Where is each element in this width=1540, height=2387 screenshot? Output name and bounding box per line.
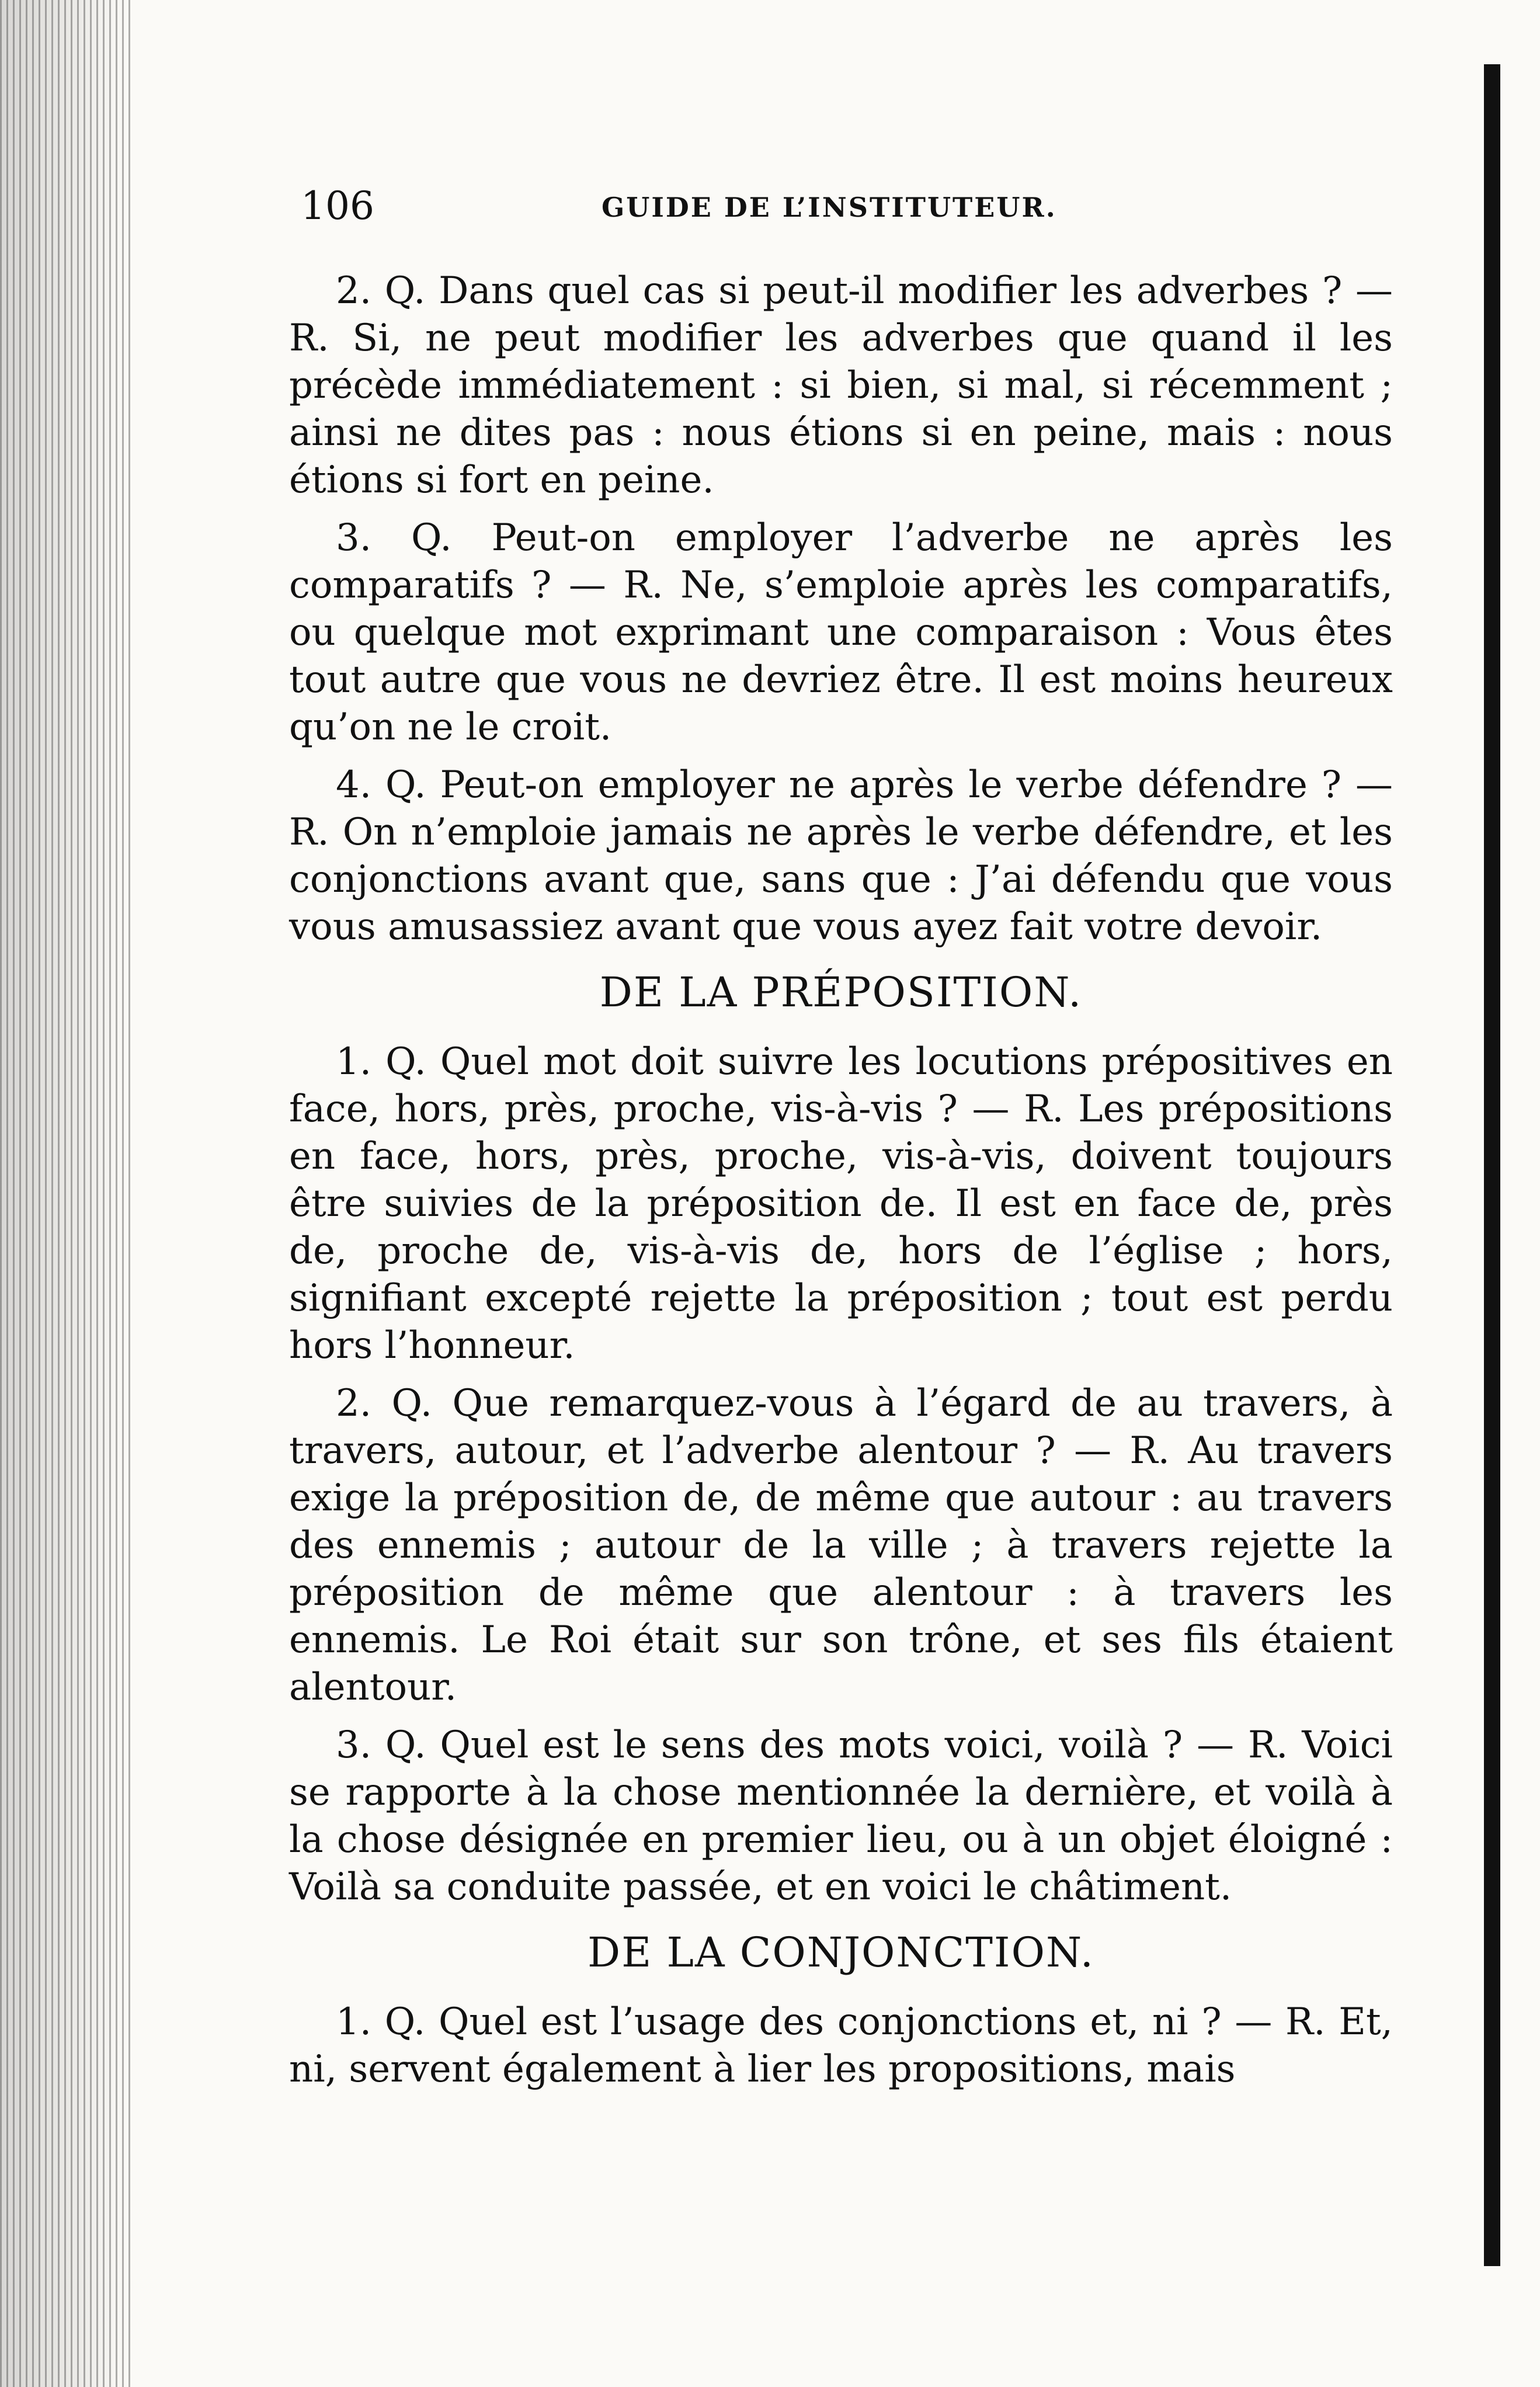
paragraph-adverbe-2: 2. Q. Dans quel cas si peut-il modifier les adverbes ? — R. Si, ne peut modifier les adverbes que quand il les précède immédiatement : si bien, si mal, si récemment ; ainsi ne dites pas : nous étions si en peine, mais : nous étions si fort en peine. bbox=[289, 269, 1393, 502]
page-number: 106 bbox=[301, 183, 374, 228]
book-page bbox=[289, 183, 1393, 2104]
paragraph-adverbe-4: 4. Q. Peut-on employer ne après le verbe défendre ? — R. On n’emploie jamais ne après le verbe défendre, et les conjonctions avant que, sans que : J’ai défendu que vous vous amusassiez avant que vous ayez fait votre devoir. bbox=[289, 763, 1393, 948]
scan-binding-shadow bbox=[0, 0, 131, 2387]
paragraph-conjonction-1: 1. Q. Quel est l’usage des conjonctions et, ni ? — R. Et, ni, servent également à lier les propositions, mais bbox=[289, 2000, 1393, 2091]
scan-page-edge bbox=[1484, 64, 1500, 2266]
paragraph-preposition-1: 1. Q. Quel mot doit suivre les locutions prépositives en face, hors, près, proche, vis-à-vis ? — R. Les prépositions en face, hors, près, proche, vis-à-vis, doivent toujours être suivies de la préposition de. Il est en face de, près de, proche de, vis-à-vis de, hors de l’église ; hors, signifiant excepté rejette la préposition ; tout est perdu hors l’honneur. bbox=[289, 1040, 1393, 1367]
paragraph-preposition-3: 3. Q. Quel est le sens des mots voici, voilà ? — R. Voici se rapporte à la chose mentionnée la dernière, et voilà à la chose désignée en premier lieu, ou à un objet éloigné : Voilà sa conduite passée, et en voici le châtiment. bbox=[289, 1724, 1393, 1909]
page-header bbox=[289, 183, 1393, 257]
paragraph-adverbe-3: 3. Q. Peut-on employer l’adverbe ne après les comparatifs ? — R. Ne, s’emploie après les comparatifs, ou quelque mot exprimant une comparaison : Vous êtes tout autre que vous ne devriez être. Il est moins heureux qu’on ne le croit. bbox=[289, 516, 1393, 749]
running-title: GUIDE DE L’INSTITUTEUR. bbox=[602, 192, 1057, 223]
section-heading-conjonction: DE LA CONJONCTION. bbox=[588, 1929, 1094, 1976]
section-heading-preposition: DE LA PRÉPOSITION. bbox=[599, 968, 1083, 1016]
paragraph-preposition-2: 2. Q. Que remarquez-vous à l’égard de au travers, à travers, autour, et l’adverbe alentour ? — R. Au travers exige la préposition de, de même que autour : au travers des ennemis ; autour de la ville ; à travers rejette la préposition de même que alentour : à travers les ennemis. Le Roi était sur son trône, et ses fils étaient alentour. bbox=[289, 1382, 1393, 1709]
